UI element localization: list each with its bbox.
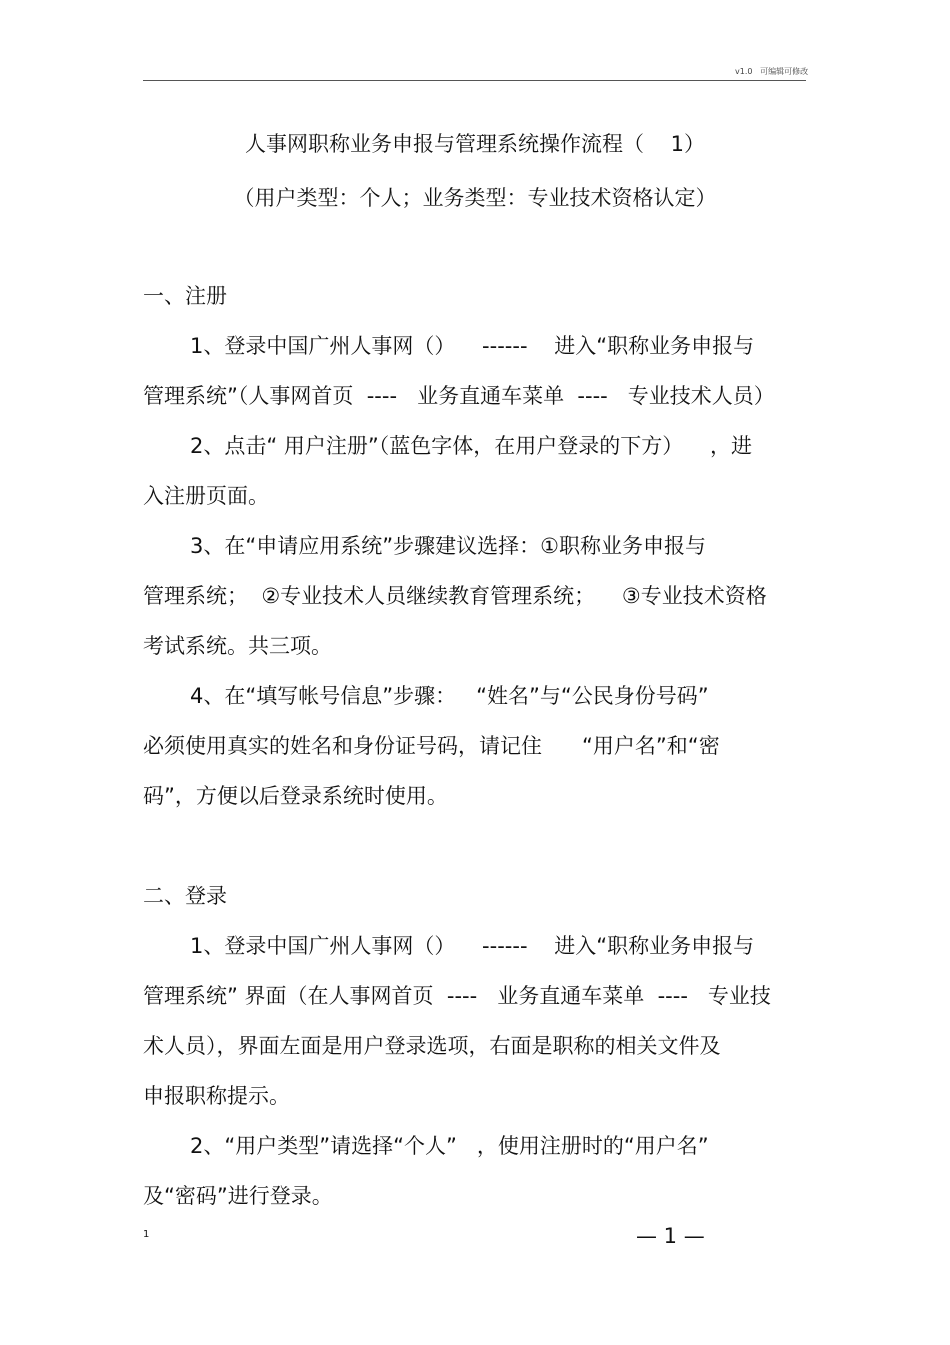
paragraph-line: 考试系统。共三项。: [143, 634, 332, 658]
paragraph-line: 1、登录中国广州人事网（） ------ 进入“职称业务申报与: [190, 934, 755, 958]
paragraph-line: 2、“用户类型”请选择“个人” ，使用注册时的“用户名”: [190, 1134, 709, 1158]
paragraph-line: 管理系统”（人事网首页 ---- 业务直通车菜单 ---- 专业技术人员）: [143, 384, 775, 408]
document-subtitle: （用户类型：个人；业务类型：专业技术资格认定）: [233, 186, 717, 210]
paragraph-line: 申报职称提示。: [143, 1084, 290, 1108]
paragraph-line: 术人员），界面左面是用户登录选项，右面是职称的相关文件及: [143, 1034, 721, 1058]
paragraph-line: 4、在“填写帐号信息”步骤： “姓名”与“公民身份号码”: [190, 684, 709, 708]
paragraph-line: 必须使用真实的姓名和身份证号码，请记住 “用户名”和“密: [143, 734, 720, 758]
paragraph-line: 2、点击“ 用户注册”（蓝色字体，在用户登录的下方） ，进: [190, 434, 752, 458]
paragraph-line: 3、在“申请应用系统”步骤建议选择：①职称业务申报与: [190, 534, 706, 558]
footnote-number: 1: [143, 1229, 150, 1240]
version-note: v1.0 可编辑可修改: [735, 67, 809, 76]
paragraph-line: 1、登录中国广州人事网（） ------ 进入“职称业务申报与: [190, 334, 755, 358]
paragraph-line: 及“密码”进行登录。: [143, 1184, 333, 1208]
page-number: — 1 —: [636, 1224, 705, 1248]
header-rule: [143, 80, 806, 81]
section-heading-login: 二、登录: [143, 884, 227, 908]
section-heading-register: 一、注册: [143, 284, 227, 308]
paragraph-line: 管理系统” 界面（在人事网首页 ---- 业务直通车菜单 ---- 专业技: [143, 984, 771, 1008]
paragraph-line: 入注册页面。: [143, 484, 269, 508]
paragraph-line: 码”，方便以后登录系统时使用。: [143, 784, 448, 808]
paragraph-line: 管理系统； ②专业技术人员继续教育管理系统； ③专业技术资格: [143, 584, 767, 608]
document-title: 人事网职称业务申报与管理系统操作流程（ 1）: [244, 132, 706, 156]
